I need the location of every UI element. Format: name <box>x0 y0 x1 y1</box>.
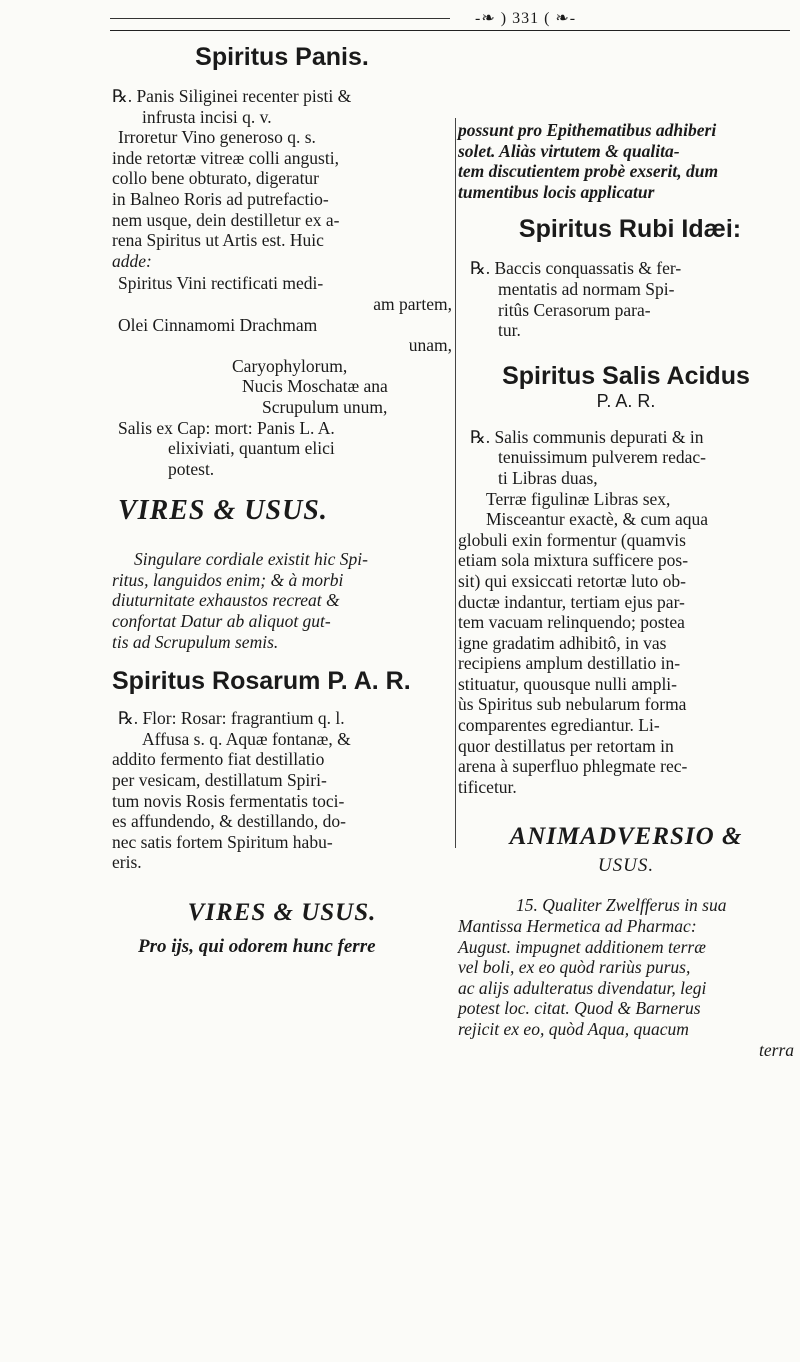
text-line: Olei Cinnamomi Drachmam <box>118 314 318 335</box>
text-line: ti Libras duas, <box>498 467 598 488</box>
text-line: igne gradatim adhibitô, in vas <box>458 632 667 653</box>
text-line: nem usque, dein destilletur ex a- <box>112 209 340 230</box>
text-line: Affusa s. q. Aquæ fontanæ, & <box>142 728 351 749</box>
text-line: addito fermento fiat destillatio <box>112 749 325 770</box>
text-line: sit) qui exsiccati retortæ luto ob- <box>458 570 686 591</box>
text-line: Mantissa Hermetica ad Pharmac: <box>458 916 697 937</box>
recipe-salis <box>458 427 794 798</box>
text-line: solet. Aliàs virtutem & qualita- <box>458 140 680 161</box>
text-line: tis ad Scrupulum semis. <box>112 631 279 652</box>
animadversio-text <box>458 895 794 1060</box>
text-line: elixiviati, quantum elici <box>168 438 335 459</box>
text-line: arena à superfluo phlegmate rec- <box>458 756 688 777</box>
text-line: August. impugnet additionem terræ <box>458 936 706 957</box>
text-line: tem discutientem probè exserit, dum <box>458 161 719 182</box>
page-number: -❧ ) 331 ( ❧- <box>475 10 577 27</box>
text-line: Scrupulum unum, <box>262 396 388 417</box>
text-line: quor destillatus per retortam in <box>458 735 674 756</box>
text-line: ℞. Flor: Rosar: fragrantium q. l. <box>118 708 345 729</box>
text-line: Spiritus Vini rectificati medi- <box>118 273 324 294</box>
text-line: tum novis Rosis fermentatis toci- <box>112 790 345 811</box>
text-line: terra <box>759 1039 794 1060</box>
text-line: ritûs Cerasorum para- <box>498 299 651 320</box>
vires-usus-heading-2: VIRES & USUS. <box>187 899 377 926</box>
text-line: tenuissimum pulverem redac- <box>498 447 706 468</box>
title-spiritus-rubi: Spiritus Rubi Idæi: <box>518 215 742 244</box>
text-line: rena Spiritus ut Artis est. Huic <box>112 230 324 251</box>
text-line: ritus, languidos enim; & à morbi <box>112 569 344 590</box>
text-line: potest. <box>168 458 215 479</box>
text-line: Singulare cordiale existit hic Spi- <box>134 549 368 570</box>
text-line: possunt pro Epithematibus adhiberi <box>458 120 717 140</box>
title-spiritus-rosarum: Spiritus Rosarum P. A. R. <box>112 667 411 696</box>
text-line: tem vacuam relinquendo; postea <box>458 612 685 633</box>
text-line: Misceantur exactè, & cum aqua <box>486 509 709 530</box>
text-line: ℞. Salis communis depurati & in <box>470 426 704 447</box>
recipe-rubi <box>458 258 794 340</box>
text-line: Caryophylorum, <box>232 355 348 376</box>
text-line: tificetur. <box>458 776 517 797</box>
text-line: in Balneo Roris ad putrefactio- <box>112 188 329 209</box>
text-line: 15. Qualiter Zwelfferus in sua <box>516 895 727 916</box>
text-line: recipiens amplum destillatio in- <box>458 653 681 674</box>
text-line: Irroretur Vino generoso q. s. <box>118 127 316 148</box>
text-line: ùs Spiritus sub nebularum forma <box>458 694 687 715</box>
vires-usus-text-2: Pro ijs, qui odorem hunc ferre <box>138 936 376 957</box>
vires-usus-text <box>112 549 452 652</box>
text-line: tur. <box>498 320 521 341</box>
text-line: etiam sola mixtura sufficere pos- <box>458 550 689 571</box>
animadversio-subheading: USUS. <box>597 855 655 877</box>
header-rule <box>110 18 450 20</box>
text-line: Nucis Moschatæ ana <box>242 376 388 397</box>
text-line: ℞. Panis Siliginei recenter pisti & <box>112 86 352 106</box>
text-line: stituatur, quousque nulli ampli- <box>458 673 677 694</box>
text-line: potest loc. citat. Quod & Barnerus <box>458 998 701 1019</box>
text-line: ac alijs adulteratus divendatur, legi <box>458 977 707 998</box>
text-line: diuturnitate exhaustos recreat & <box>112 590 340 611</box>
text-line: es affundendo, & destillando, do- <box>112 811 346 832</box>
ingredients-list <box>112 273 452 479</box>
column-divider <box>455 118 456 848</box>
continuation-text <box>458 120 794 202</box>
text-line: collo bene obturato, digeratur <box>112 168 320 189</box>
text-line: adde: <box>112 250 152 271</box>
animadversio-heading: ANIMADVERSIO & <box>509 823 743 851</box>
text-line: per vesicam, destillatum Spiri- <box>112 770 327 791</box>
vires-usus-heading: VIRES & USUS. <box>118 495 328 527</box>
text-line: comparentes egrediantur. Li- <box>458 715 660 736</box>
text-line: infrusta incisi q. v. <box>142 106 272 127</box>
text-line: Salis ex Cap: mort: Panis L. A. <box>118 417 335 438</box>
text-line: mentatis ad normam Spi- <box>498 278 675 299</box>
text-line: Terræ figulinæ Libras sex, <box>486 488 671 509</box>
text-line: nec satis fortem Spiritum habu- <box>112 831 333 852</box>
text-line: confortat Datur ab aliquot gut- <box>112 611 331 632</box>
title-spiritus-panis: Spiritus Panis. <box>195 43 369 71</box>
text-line: tumentibus locis applicatur <box>458 181 655 202</box>
text-line: ductæ indantur, tertiam ejus par- <box>458 591 685 612</box>
recipe-panis <box>112 86 452 271</box>
text-line: vel boli, ex eo quòd rariùs purus, <box>458 957 691 978</box>
text-line: globuli exin formentur (quamvis <box>458 529 686 550</box>
text-line: am partem, <box>373 293 452 314</box>
text-line: rejicit ex eo, quòd Aqua, quacum <box>458 1019 689 1039</box>
recipe-rosarum <box>112 708 452 873</box>
page-header <box>110 6 790 31</box>
text-line: eris. <box>112 852 142 873</box>
text-line: unam, <box>408 335 452 356</box>
text-line: inde retortæ vitreæ colli angusti, <box>112 147 339 168</box>
left-column <box>112 40 452 958</box>
title-spiritus-salis: Spiritus Salis Acidus <box>502 361 750 390</box>
right-column <box>458 40 794 1060</box>
title-spiritus-salis-sub: P. A. R. <box>596 390 656 411</box>
text-line: ℞. Baccis conquassatis & fer- <box>470 258 682 279</box>
